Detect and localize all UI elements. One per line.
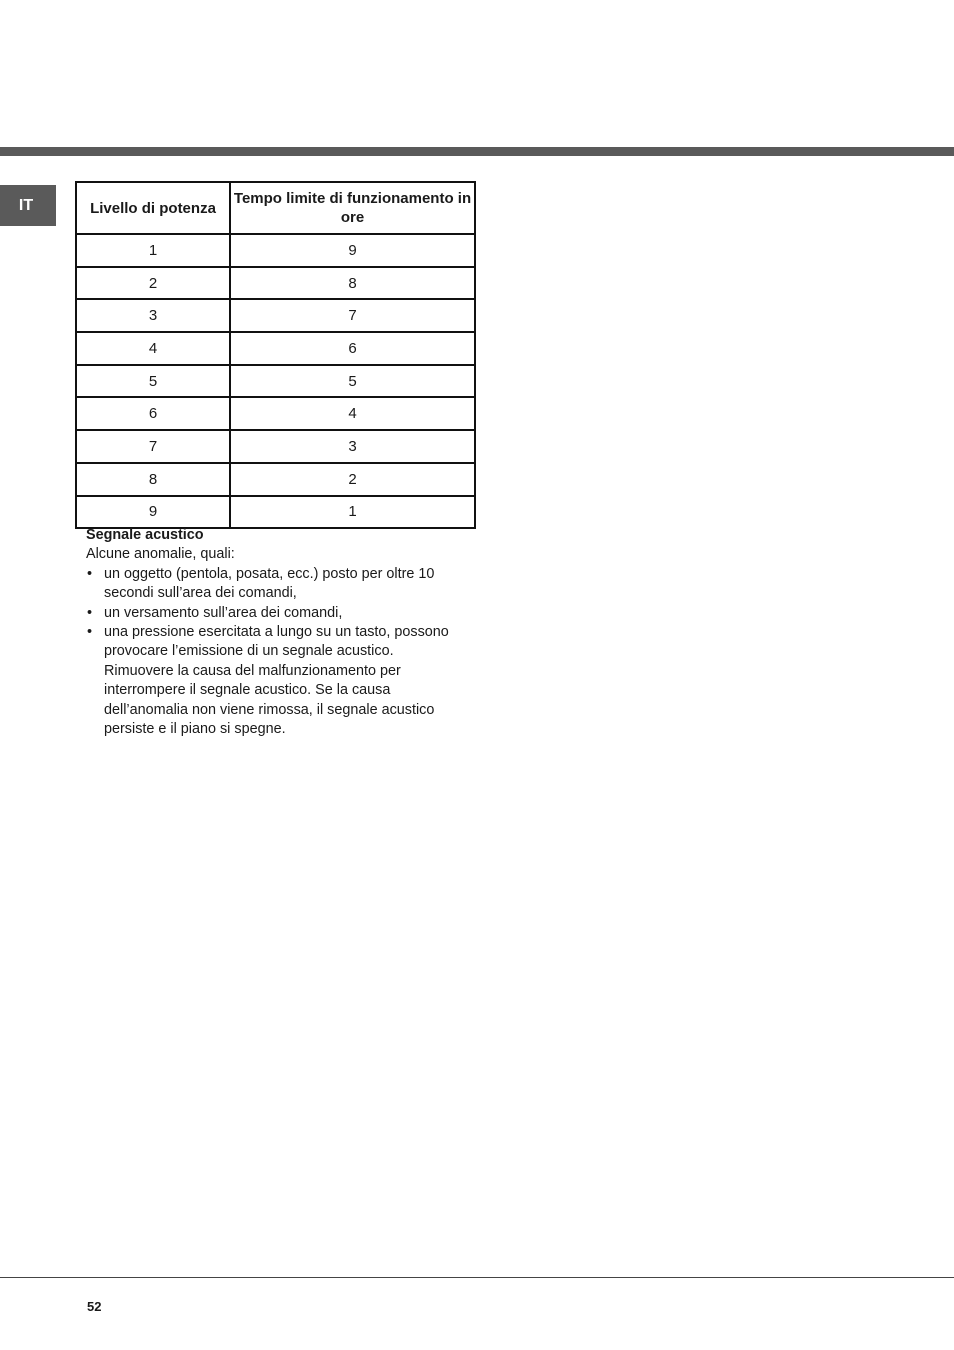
power-level-cell: 1 <box>76 234 230 267</box>
power-level-cell: 6 <box>76 397 230 430</box>
time-limit-cell: 1 <box>230 496 475 529</box>
language-tab: IT <box>0 185 56 226</box>
table-row <box>76 234 475 267</box>
section-title: Segnale acustico <box>86 527 204 543</box>
header-power-level: Livello di potenza <box>76 182 230 234</box>
power-level-cell: 3 <box>76 299 230 332</box>
footer-rule <box>0 1277 954 1278</box>
section-intro: Alcune anomalie, quali: <box>86 546 235 563</box>
power-level-cell: 4 <box>76 332 230 365</box>
table-row <box>76 332 475 365</box>
table-row <box>76 397 475 430</box>
list-item: • una pressione esercitata a lungo su un tasto, possono provocare l’emissione di un segnale acustico. Rimuovere la causa del malfunzionamento per interrompere il segnale acustico. Se la causa dell’anomalia non viene rimossa, il segnale acustico persiste e il piano si spegne. <box>86 623 466 739</box>
power-level-cell: 2 <box>76 267 230 300</box>
power-level-cell: 5 <box>76 365 230 398</box>
acoustic-signal-section <box>86 526 466 739</box>
time-limit-cell: 3 <box>230 430 475 463</box>
header-time-limit: Tempo limite di funzionamento in ore <box>230 182 475 234</box>
anomaly-list <box>86 565 466 740</box>
table-header-row <box>76 182 475 234</box>
table-row <box>76 267 475 300</box>
header-bar <box>0 147 954 156</box>
time-limit-cell: 7 <box>230 299 475 332</box>
table-row <box>76 299 475 332</box>
power-level-table <box>75 181 476 529</box>
time-limit-cell: 9 <box>230 234 475 267</box>
table-row <box>76 463 475 496</box>
table-row <box>76 365 475 398</box>
page-number: 52 <box>87 1299 102 1314</box>
time-limit-cell: 6 <box>230 332 475 365</box>
table-row <box>76 496 475 529</box>
list-item: • un versamento sull’area dei comandi, <box>86 604 466 623</box>
time-limit-cell: 5 <box>230 365 475 398</box>
time-limit-cell: 8 <box>230 267 475 300</box>
power-level-cell: 7 <box>76 430 230 463</box>
list-item: • un oggetto (pentola, posata, ecc.) posto per oltre 10 secondi sull’area dei comandi, <box>86 565 466 604</box>
time-limit-cell: 2 <box>230 463 475 496</box>
table-row <box>76 430 475 463</box>
power-level-cell: 8 <box>76 463 230 496</box>
power-level-cell: 9 <box>76 496 230 529</box>
time-limit-cell: 4 <box>230 397 475 430</box>
